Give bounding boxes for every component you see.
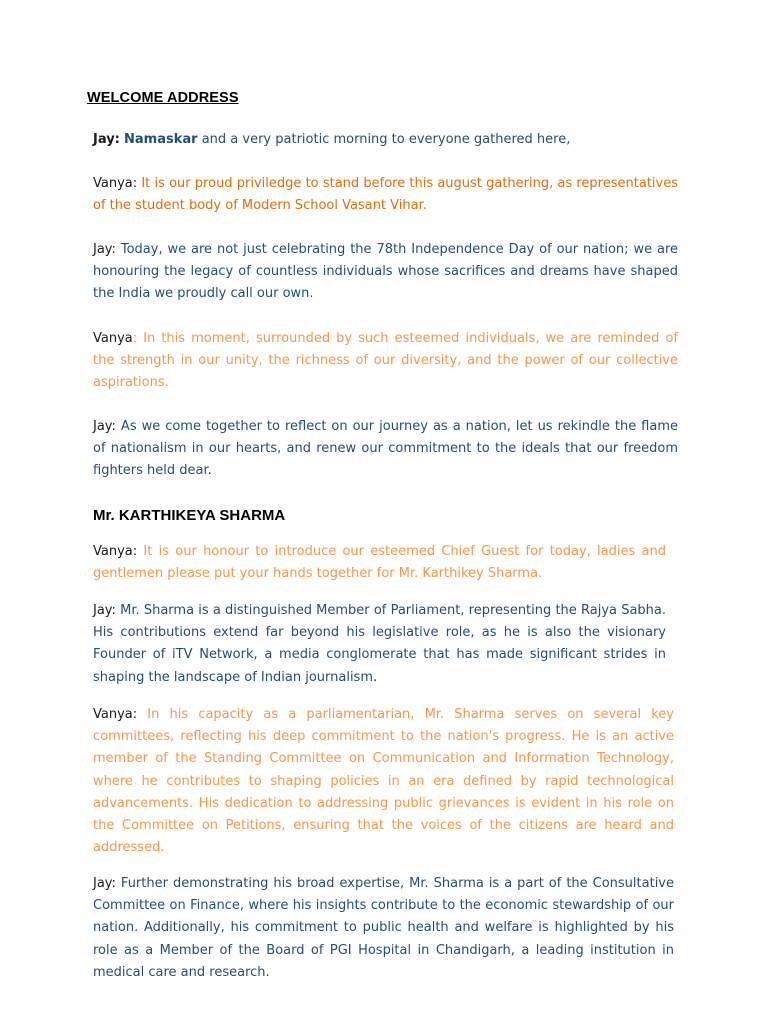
speaker-label: Jay:: [93, 419, 116, 434]
paragraph-jay-parliament: [93, 600, 666, 689]
paragraph-text: In his capacity as a parliamentarian, Mr. Sharma serves on several key committees, reflecting his deep commitment to the nation's progress. He is an active member of the Standing Committee on Communication and Information Technology, where he contributes to shaping policies in an era defined by rapid technological advancements. His dedication to addressing public grievances is evident in his role on the Committee on Petitions, ensuring that the voices of the citizens are heard and addressed.: [93, 707, 674, 856]
paragraph-text: Mr. Sharma is a distinguished Member of Parliament, representing the Rajya Sabha. His contributions extend far beyond his legislative role, as he is also the visionary Founder of iTV Network, a media conglomerate that has made significant strides in shaping the landscape of Indian journalism: [93, 603, 666, 685]
paragraph-vanya-privilege: [93, 173, 678, 217]
section-title: Mr. KARTHIKEYA SHARMA: [93, 507, 286, 524]
paragraph-vanya-unity: [93, 328, 678, 395]
paragraph-text: Today, we are not just celebrating the 78th Independence Day of our nation; we are honouring the legacy of countless individuals whose sacrifices and dreams have shaped the India we proudly call our own.: [93, 242, 678, 302]
paragraph-text: It is our proud priviledge to stand before this august gathering, as representatives of the student body of Modern School Vasant Vihar.: [93, 176, 678, 214]
paragraph-jay-greeting: [93, 129, 678, 151]
speaker-label: Jay:: [93, 876, 116, 891]
paragraph-text: Further demonstrating his broad expertise, Mr. Sharma is a part of the Consultative Committee on Finance, where his insights contribute to the economic stewardship of our nation. Additionally, his commitment to public health and welfare is highlighted by his role as a Member of the Board of PGI Hospital in Chandigarh, a leading institution in medical care and research.: [93, 876, 674, 980]
document-heading: WELCOME ADDRESS: [87, 90, 239, 106]
speaker-label: Jay:: [93, 242, 116, 257]
speaker-label: Vanya:: [93, 707, 138, 722]
paragraph-text: and a very patriotic morning to everyone gathered here,: [197, 132, 571, 147]
paragraph-jay-independence-day: [93, 239, 678, 306]
paragraph-text: : In this moment, surrounded by such esteemed individuals, we are reminded of the strength in our unity, the richness of our diversity, and the power of our collective aspirations.: [93, 331, 678, 391]
speaker-label: Jay:: [93, 132, 120, 147]
paragraph-end: .: [373, 669, 378, 685]
paragraph-text: As we come together to reflect on our journey as a nation, let us rekindle the flame of nationalism in our hearts, and renew our commitment to the ideals that our freedom fighters held dear: [93, 419, 678, 479]
paragraph-vanya-committees: [93, 704, 674, 859]
speaker-label: Vanya:: [93, 544, 138, 559]
greeting-emphasis: Namaskar: [124, 132, 198, 147]
paragraph-jay-finance: [93, 873, 674, 984]
paragraph-end: .: [207, 463, 212, 479]
paragraph-jay-nationalism: [93, 416, 678, 483]
speaker-label: Vanya: [93, 331, 133, 346]
speaker-label: Vanya:: [93, 176, 138, 191]
paragraph-text: It is our honour to introduce our esteemed Chief Guest for today, ladies and gentlemen please put your hands together for Mr. Karthikey Sharma.: [93, 544, 666, 582]
paragraph-vanya-introduction: [93, 541, 666, 585]
speaker-label: Jay:: [93, 603, 116, 618]
